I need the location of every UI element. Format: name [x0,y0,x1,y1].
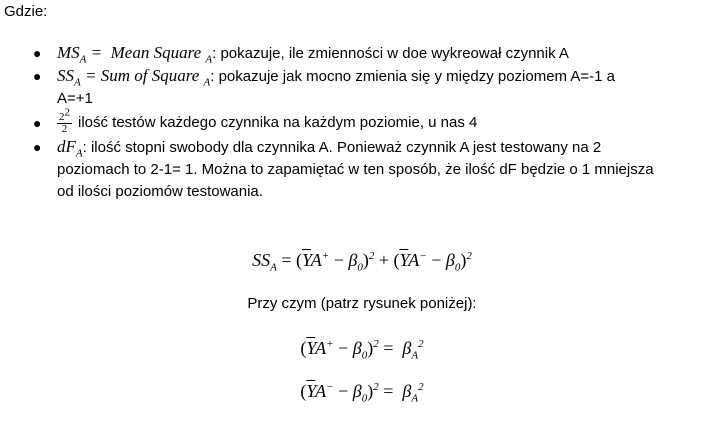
bullet-icon: ● [33,115,42,131]
list-item-ss [0,65,712,110]
ss-equation: $SS_A = (\overline{Y}A^+ - \beta_0)^2 + (\overline{Y}A^- - \beta_0)^2$ [252,250,472,274]
tests-fraction: $\frac{2^2}{2}$ [59,105,70,135]
bullet-icon: ● [33,139,42,155]
intro-label: Gdzie: [4,3,48,20]
where-text: Przy czym (patrz rysunek poniżej): [247,295,477,312]
list-item-tests [0,105,712,136]
list-item-df [0,136,712,203]
bullet-icon: ● [33,68,42,84]
ss-formula: $SS_A$ = Sum of Square $_A$ [57,66,211,89]
df-formula: $dF_A$ [57,137,83,160]
df-description-line2: poziomach to 2-1= 1. Można to zapamiętać w ten sposób, że ilość dF będzie o 1 mniejsza [57,161,654,178]
ms-formula: $MS_A$ = Mean Square $_A$ [57,43,213,66]
tests-description: ilość testów każdego czynnika na każdym poziomie, u nas 4 [78,114,478,131]
equation-plus: $(\overline{Y}A^+ - \beta_0)^2 = \beta_A^2$ [300,338,424,362]
list-item-ms [0,42,712,65]
ms-description: : pokazuje, ile zmienności w doe wykreował czynnik A [212,45,569,62]
ss-description-line1: : pokazuje jak mocno zmienia się y między poziomem A=-1 a [210,68,615,85]
definition-list [0,42,712,203]
df-description-line1: : ilość stopni swobody dla czynnika A. Ponieważ czynnik A jest testowany na 2 [82,139,602,156]
bullet-icon: ● [33,45,42,61]
df-description-line3: od ilości poziomów testowania. [57,183,263,200]
equation-minus: $(\overline{Y}A^- - \beta_0)^2 = \beta_A^2$ [300,381,424,405]
ss-description-line2: A=+1 [57,90,93,107]
